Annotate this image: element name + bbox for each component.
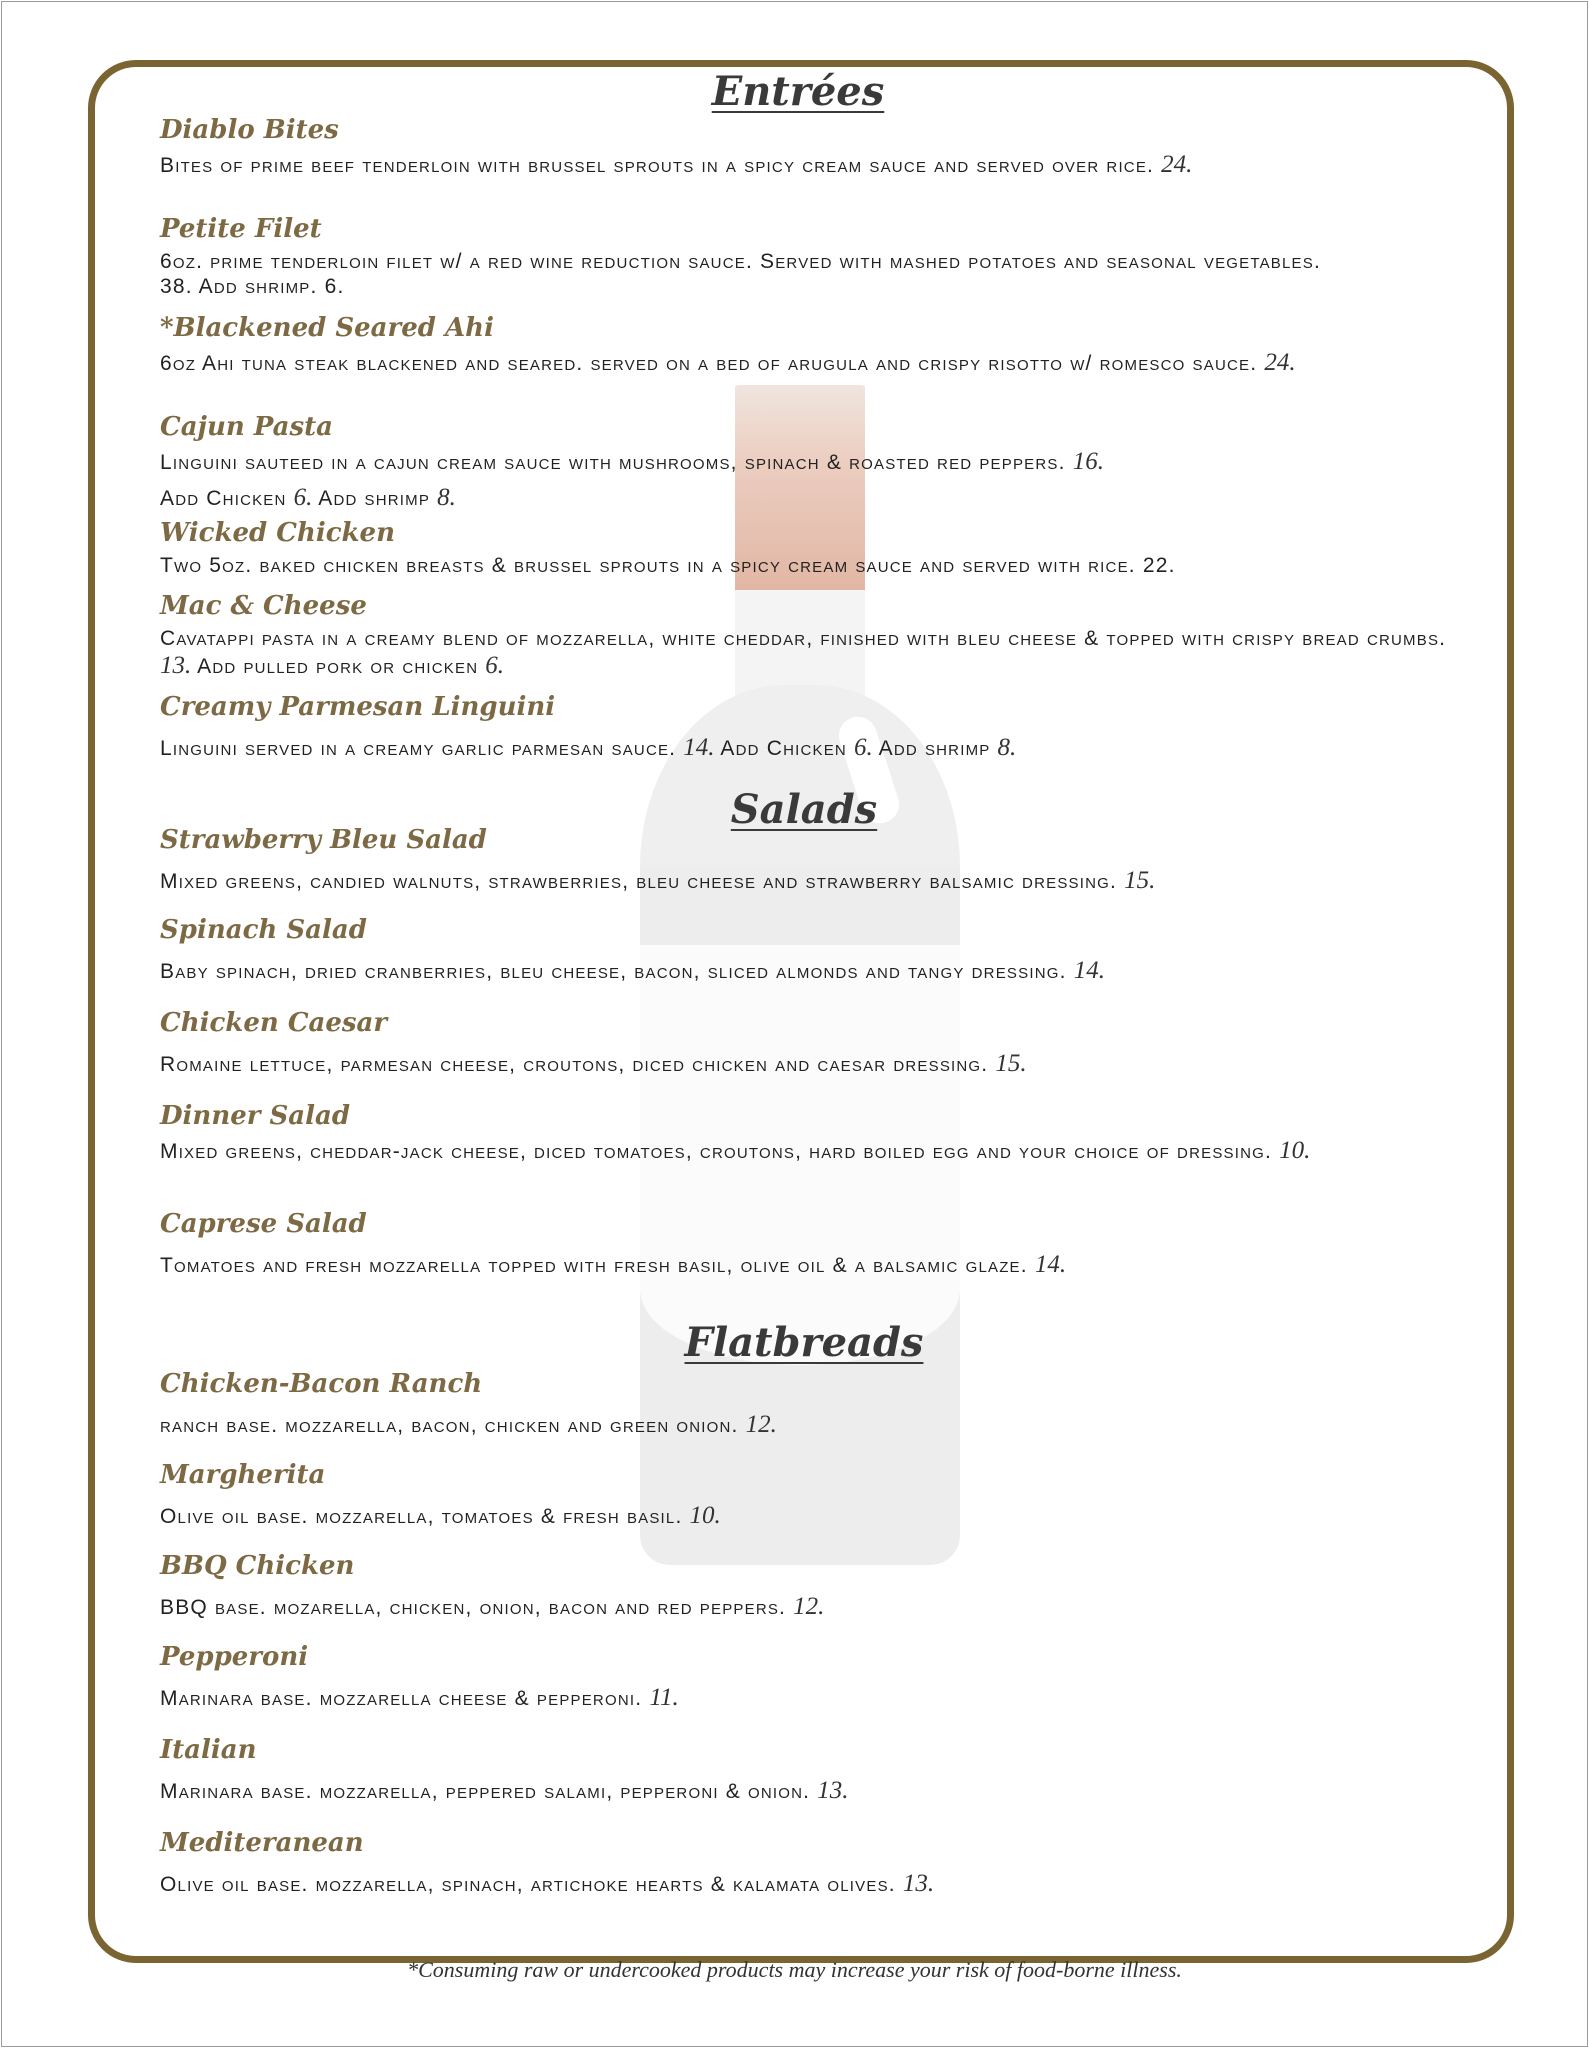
item-description: 6oz. prime tenderloin filet w/ a red wine reduction sauce. Served with mashed potatoes and seasonal vegetables. 38. Add shrimp. 6. — [160, 249, 1321, 299]
menu-item — [160, 592, 1470, 681]
item-description: Baby spinach, dried cranberries, bleu cheese, bacon, sliced almonds and tangy dressing. 14. — [160, 956, 1105, 984]
item-name: BBQ Chicken — [160, 1551, 355, 1581]
item-price: 24. — [1161, 150, 1193, 178]
item-price: 15. — [1124, 866, 1156, 894]
item-name: Pepperoni — [160, 1642, 309, 1672]
menu-item — [160, 116, 1470, 180]
item-price: 12. — [793, 1592, 825, 1620]
item-description: Bites of prime beef tenderloin with brussel sprouts in a spicy cream sauce and served over rice. 24. — [160, 150, 1193, 178]
menu-item — [160, 215, 1470, 299]
item-description: Cavatappi pasta in a creamy blend of mozzarella, white cheddar, finished with bleu cheese & topped with crispy bread crumbs. 13. Add pulled pork or chicken 6. — [160, 626, 1447, 680]
item-description: Olive oil base. mozzarella, spinach, artichoke hearts & kalamata olives. 13. — [160, 1869, 935, 1897]
item-name: Mediteranean — [160, 1828, 364, 1858]
item-description: ranch base. mozzarella, bacon, chicken and green onion. 12. — [160, 1410, 777, 1438]
menu-item — [160, 1643, 1470, 1713]
item-description: Marinara base. mozzarella, peppered salami, pepperoni & onion. 13. — [160, 1776, 849, 1804]
item-price: 13. — [160, 652, 192, 680]
item-description: Marinara base. mozzarella cheese & pepperoni. 11. — [160, 1683, 679, 1711]
item-name: Chicken-Bacon Ranch — [160, 1369, 483, 1399]
item-price: 11. — [649, 1683, 679, 1711]
item-description: Linguini sauteed in a cajun cream sauce with mushrooms, spinach & roasted red peppers. 16. — [160, 447, 1104, 475]
item-description: Olive oil base. mozzarella, tomatoes & fresh basil. 10. — [160, 1501, 721, 1529]
menu-item — [160, 1370, 1470, 1440]
item-price: 24. — [1264, 348, 1296, 376]
item-description: Mixed greens, candied walnuts, strawberries, bleu cheese and strawberry balsamic dressing. 15. — [160, 866, 1156, 894]
menu-item — [160, 693, 1470, 763]
item-price: 10. — [689, 1501, 721, 1529]
menu-item — [160, 1736, 1470, 1806]
item-name: Wicked Chicken — [160, 518, 396, 548]
menu-item — [160, 413, 1470, 513]
item-description: Linguini served in a creamy garlic parmesan sauce. 14. Add Chicken 6. Add shrimp 8. — [160, 733, 1017, 761]
item-description: BBQ base. mozarella, chicken, onion, bacon and red peppers. 12. — [160, 1592, 825, 1620]
menu-item — [160, 826, 1470, 896]
section-title-flatbreads: Flatbreads — [684, 1319, 924, 1366]
item-name: Spinach Salad — [160, 915, 367, 945]
menu-item — [160, 1102, 1470, 1166]
item-price: 14. — [683, 733, 715, 761]
item-price: 16. — [1072, 447, 1104, 475]
item-name: Italian — [160, 1735, 257, 1765]
item-name: Diablo Bites — [160, 115, 339, 145]
item-description: Mixed greens, cheddar-jack cheese, diced tomatoes, croutons, hard boiled egg and your choice of dressing. 10. — [160, 1136, 1311, 1164]
item-description: Two 5oz. baked chicken breasts & brussel sprouts in a spicy cream sauce and served with rice. 22. — [160, 553, 1176, 577]
item-name: Margherita — [160, 1460, 326, 1490]
menu-item — [160, 1552, 1470, 1622]
item-price: 14. — [1073, 956, 1105, 984]
item-description: Tomatoes and fresh mozzarella topped with fresh basil, olive oil & a balsamic glaze. 14. — [160, 1250, 1067, 1278]
item-name: Chicken Caesar — [160, 1008, 388, 1038]
menu-item — [160, 1009, 1470, 1079]
item-name: Creamy Parmesan Linguini — [160, 692, 556, 722]
menu-item — [160, 519, 1470, 578]
item-name: Petite Filet — [160, 214, 322, 244]
item-description: 6oz Ahi tuna steak blackened and seared. served on a bed of arugula and crispy risotto w/ romesco sauce. 24. — [160, 348, 1296, 376]
item-name: Strawberry Bleu Salad — [160, 825, 487, 855]
item-price: 13. — [817, 1776, 849, 1804]
menu-item — [160, 916, 1470, 986]
item-price: 13. — [902, 1869, 935, 1897]
section-title-entrees: Entrées — [711, 68, 885, 115]
item-price: 15. — [995, 1049, 1027, 1077]
section-title-salads: Salads — [730, 786, 878, 833]
menu-item — [160, 1829, 1470, 1899]
item-price: 10. — [1279, 1136, 1311, 1164]
item-price: 12. — [745, 1410, 777, 1438]
menu-item — [160, 1461, 1470, 1531]
item-addon: Add Chicken 6. Add shrimp 8. — [160, 483, 456, 511]
item-name: Dinner Salad — [160, 1101, 351, 1131]
item-name: Caprese Salad — [160, 1209, 367, 1239]
item-description: Romaine lettuce, parmesan cheese, croutons, diced chicken and caesar dressing. 15. — [160, 1049, 1027, 1077]
item-name: Cajun Pasta — [160, 412, 333, 442]
menu-item — [160, 314, 1470, 378]
item-name: Mac & Cheese — [160, 591, 367, 621]
food-safety-footnote: *Consuming raw or undercooked products may increase your risk of food-borne illness. — [407, 1957, 1182, 1982]
menu-item — [160, 1210, 1470, 1280]
item-name: *Blackened Seared Ahi — [160, 313, 494, 343]
item-price: 14. — [1034, 1250, 1067, 1278]
